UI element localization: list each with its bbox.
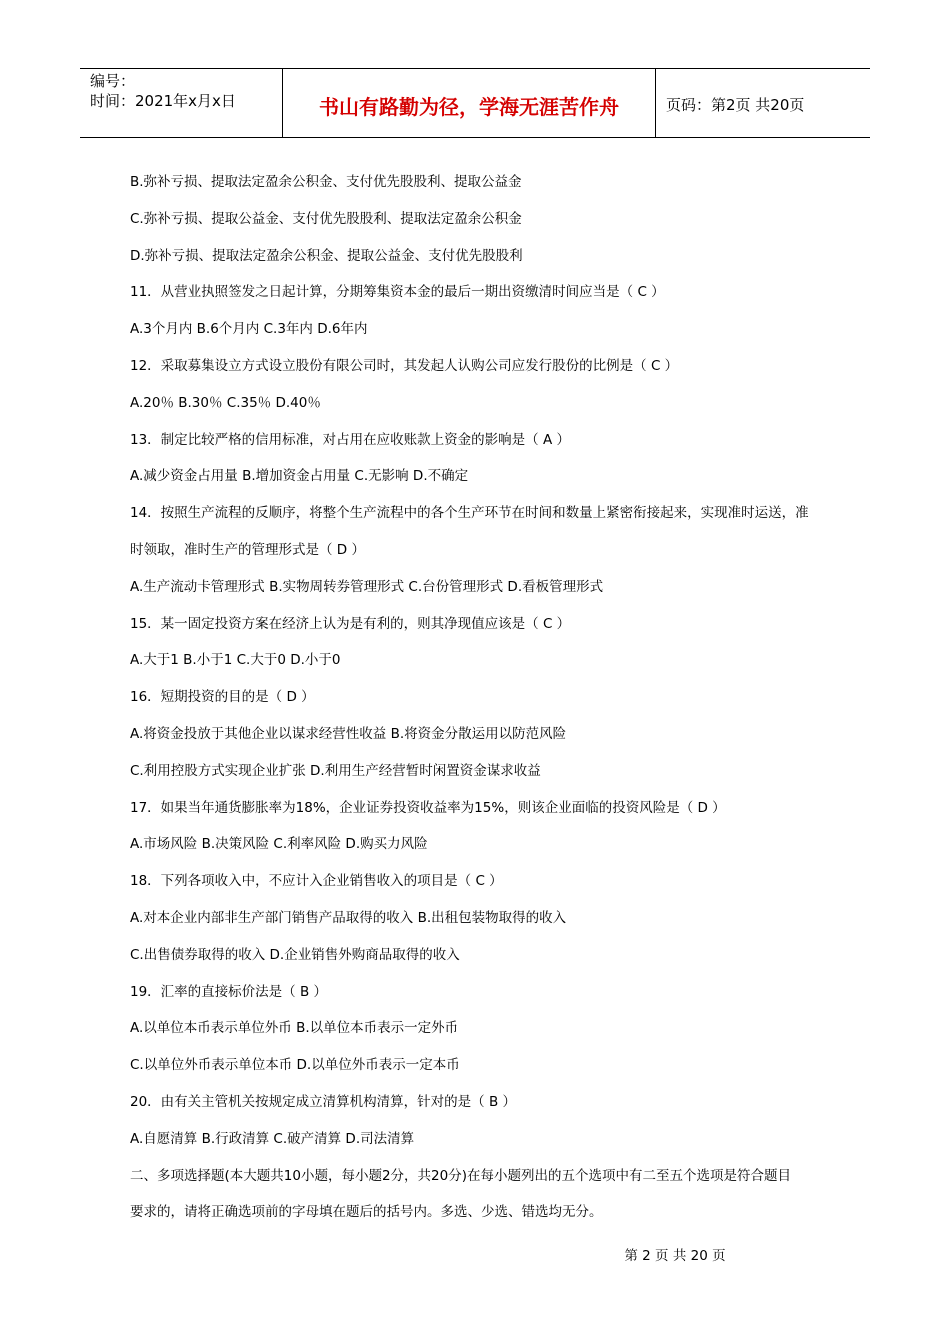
options-13: A.减少资金占用量 B.增加资金占用量 C.无影响 D.不确定 <box>130 468 469 485</box>
question-18: 18．下列各项收入中，不应计入企业销售收入的项目是（ C ） <box>130 873 503 890</box>
text-line: C.弥补亏损、提取公益金、支付优先股股利、提取法定盈余公积金 <box>130 210 522 227</box>
text-line: D.弥补亏损、提取法定盈余公积金、提取公益金、支付优先股股利 <box>130 247 523 264</box>
document-code-label: 编号： <box>90 72 136 90</box>
options-17: A.市场风险 B.决策风险 C.利率风险 D.购买力风险 <box>130 836 428 853</box>
section-heading-cont: 要求的，请将正确选项前的字母填在题后的括号内。多选、少选、错选均无分。 <box>130 1204 603 1221</box>
question-13: 13．制定比较严格的信用标准，对占用在应收账款上资金的影响是（ A ） <box>130 431 570 448</box>
question-20: 20．由有关主管机关按规定成立清算机构清算，针对的是（ B ） <box>130 1093 517 1110</box>
section-heading: 二、多项选择题(本大题共10小题，每小题2分，共20分)在每小题列出的五个选项中有二至五个选项是符合题目 <box>130 1167 791 1184</box>
options-14: A.生产流动卡管理形式 B.实物周转券管理形式 C.台份管理形式 D.看板管理形式 <box>130 578 604 595</box>
options-12: A.20％ B.30％ C.35％ D.40％ <box>130 394 321 411</box>
question-11: 11．从营业执照签发之日起计算，分期筹集资本金的最后一期出资缴清时间应当是（ C ） <box>130 284 665 301</box>
options-18: A.对本企业内部非生产部门销售产品取得的收入 B.出租包装物取得的收入 <box>130 909 567 926</box>
header-info <box>80 69 282 137</box>
options-19: A.以单位本币表示单位外币 B.以单位本币表示一定外币 <box>130 1020 459 1037</box>
document-time: 时间：2021年x月x日 <box>90 92 236 110</box>
question-19: 19．汇率的直接标价法是（ B ） <box>130 983 328 1000</box>
options-19-cont: C.以单位外币表示单位本币 D.以单位外币表示一定本币 <box>130 1057 460 1074</box>
options-15: A.大于1 B.小于1 C.大于0 D.小于0 <box>130 652 341 669</box>
page-header <box>80 68 870 138</box>
options-11: A.3个月内 B.6个月内 C.3年内 D.6年内 <box>130 321 368 338</box>
options-16: A.将资金投放于其他企业以谋求经营性收益 B.将资金分散运用以防范风险 <box>130 725 567 742</box>
header-motto: 书山有路勤为径，学海无涯苦作舟 <box>282 69 656 137</box>
question-14: 14．按照生产流程的反顺序，将整个生产流程中的各个生产环节在时间和数量上紧密衔接起来，实现准时运送，准 <box>130 505 809 522</box>
options-20: A.自愿清算 B.行政清算 C.破产清算 D.司法清算 <box>130 1130 415 1147</box>
question-16: 16．短期投资的目的是（ D ） <box>130 689 315 706</box>
text-line: B.弥补亏损、提取法定盈余公积金、支付优先股股利、提取公益金 <box>130 174 522 190</box>
options-18-cont: C.出售债券取得的收入 D.企业销售外购商品取得的收入 <box>130 946 460 963</box>
document-body <box>130 164 860 1231</box>
question-15: 15．某一固定投资方案在经济上认为是有利的，则其净现值应该是（ C ） <box>130 615 571 632</box>
options-16-cont: C.利用控股方式实现企业扩张 D.利用生产经营暂时闲置资金谋求收益 <box>130 762 541 779</box>
question-14-cont: 时领取，准时生产的管理形式是（ D ） <box>130 541 365 558</box>
header-page-number: 页码：第2页 共20页 <box>666 95 805 114</box>
footer-page-number: 第 2 页 共 20 页 <box>624 1248 726 1264</box>
question-12: 12．采取募集设立方式设立股份有限公司时，其发起人认购公司应发行股份的比例是（ C ） <box>130 357 679 374</box>
page-footer <box>0 1244 950 1264</box>
question-17: 17．如果当年通货膨胀率为18%，企业证券投资收益率为15%，则该企业面临的投资风险是（ D ） <box>130 799 726 816</box>
